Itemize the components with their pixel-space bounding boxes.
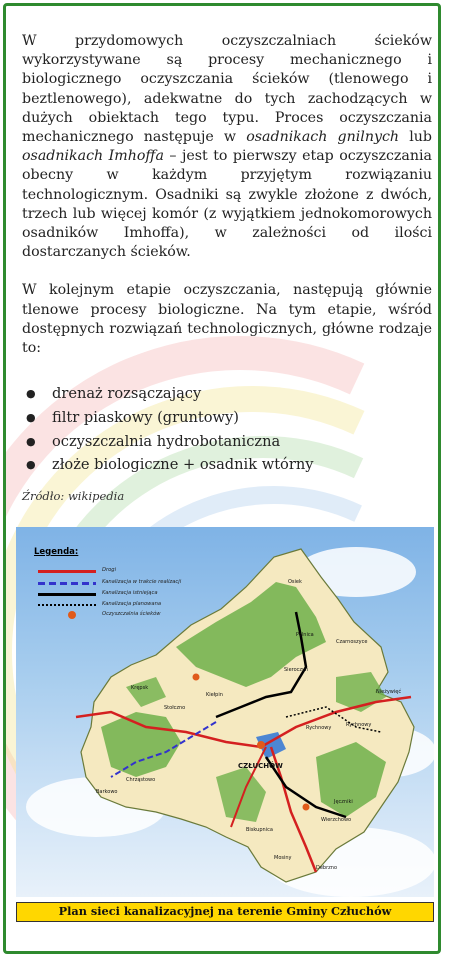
legend-swatch <box>38 593 96 596</box>
treatment-plant-marker <box>303 804 310 811</box>
treatment-plant-marker <box>257 741 265 749</box>
list-item: ● drenaż rozsączający <box>22 385 432 403</box>
town-label: Sieroczyn <box>284 667 309 673</box>
italic-term: osadnikach gnilnych <box>246 129 400 146</box>
source-note: Źródło: wikipedia <box>22 489 125 504</box>
list-item: ● złoże biologiczne + osadnik wtórny <box>22 456 432 474</box>
legend-label: Kanalizacja istniejąca <box>102 590 158 596</box>
legend-label: Kanalizacja planowana <box>102 601 162 607</box>
town-label: Rychnowy <box>346 722 372 728</box>
town-label: Chrząstowo <box>126 777 156 783</box>
paragraph-text: W przydomowych oczyszczalniach ścieków wykorzystywane są procesy mechanicznego i biologicznego oczyszczania ścieków (tlenowego i beztlenowego), adekwatne do tych zachodzących w dużych obiektach tego typu. Proces oczyszczania mechanicznego następuje w <box>22 33 432 146</box>
italic-term: osadnikach Imhoffa <box>22 148 164 165</box>
town-label: Stołczno <box>164 705 186 711</box>
paragraph-mechanical <box>22 32 432 262</box>
paragraph-text: – jest to pierwszy etap oczyszczania obecny w każdym przyjętym rozwiązaniu technologicznym. Osadniki są zwykle złożone z dwóch, trzech lub więcej komór (z wyjątkiem jednokomorowych osadników Imhoffa), w zależności od ilości dostarczanych ścieków. <box>22 148 432 261</box>
sewer-network-map <box>16 527 434 897</box>
town-label-center: CZŁUCHÓW <box>238 762 283 770</box>
article-body <box>22 32 432 507</box>
town-label: Jęczniki <box>334 799 353 805</box>
town-label: Polnica <box>296 632 314 638</box>
list-item: ● filtr piaskowy (gruntowy) <box>22 409 432 427</box>
treatment-plant-icon <box>68 611 76 619</box>
legend-label: Oczyszczalnia ścieków <box>102 611 161 617</box>
list-item: ● oczyszczalnia hydrobotaniczna <box>22 433 432 451</box>
legend-label: Drogi <box>102 567 117 573</box>
map-legend <box>24 533 182 625</box>
map-caption: Plan sieci kanalizacyjnej na terenie Gminy Człuchów <box>16 902 434 922</box>
town-label: Osiek <box>288 579 302 585</box>
legend-swatch <box>38 570 96 573</box>
town-label: Rychnowy <box>306 725 332 731</box>
town-label: Kiełpin <box>206 692 223 698</box>
town-label: Nieżywięć <box>376 689 402 695</box>
legend-swatch <box>38 604 96 606</box>
paragraph-text: lub <box>399 129 432 146</box>
town-label: Debrzno <box>316 865 338 871</box>
paragraph-biological: W kolejnym etapie oczyszczania, następują głównie tlenowe procesy biologiczne. Na tym etapie, wśród dostępnych rozwiązań technologicznych, główne rodzaje to: <box>22 282 432 357</box>
town-label: Barkowo <box>96 789 118 795</box>
treatment-plant-marker <box>193 674 200 681</box>
town-label: Biskupnica <box>246 827 273 833</box>
town-label: Wierzchowo <box>321 817 352 823</box>
legend-swatch <box>38 582 96 585</box>
town-label: Czarnoszyce <box>336 639 368 645</box>
legend-title: Legenda: <box>34 547 79 557</box>
town-label: Krępsk <box>131 685 149 691</box>
treatment-types-list <box>22 385 432 474</box>
town-label: Mosiny <box>274 855 292 861</box>
legend-label: Kanalizacja w trakcie realizacji <box>102 579 182 585</box>
